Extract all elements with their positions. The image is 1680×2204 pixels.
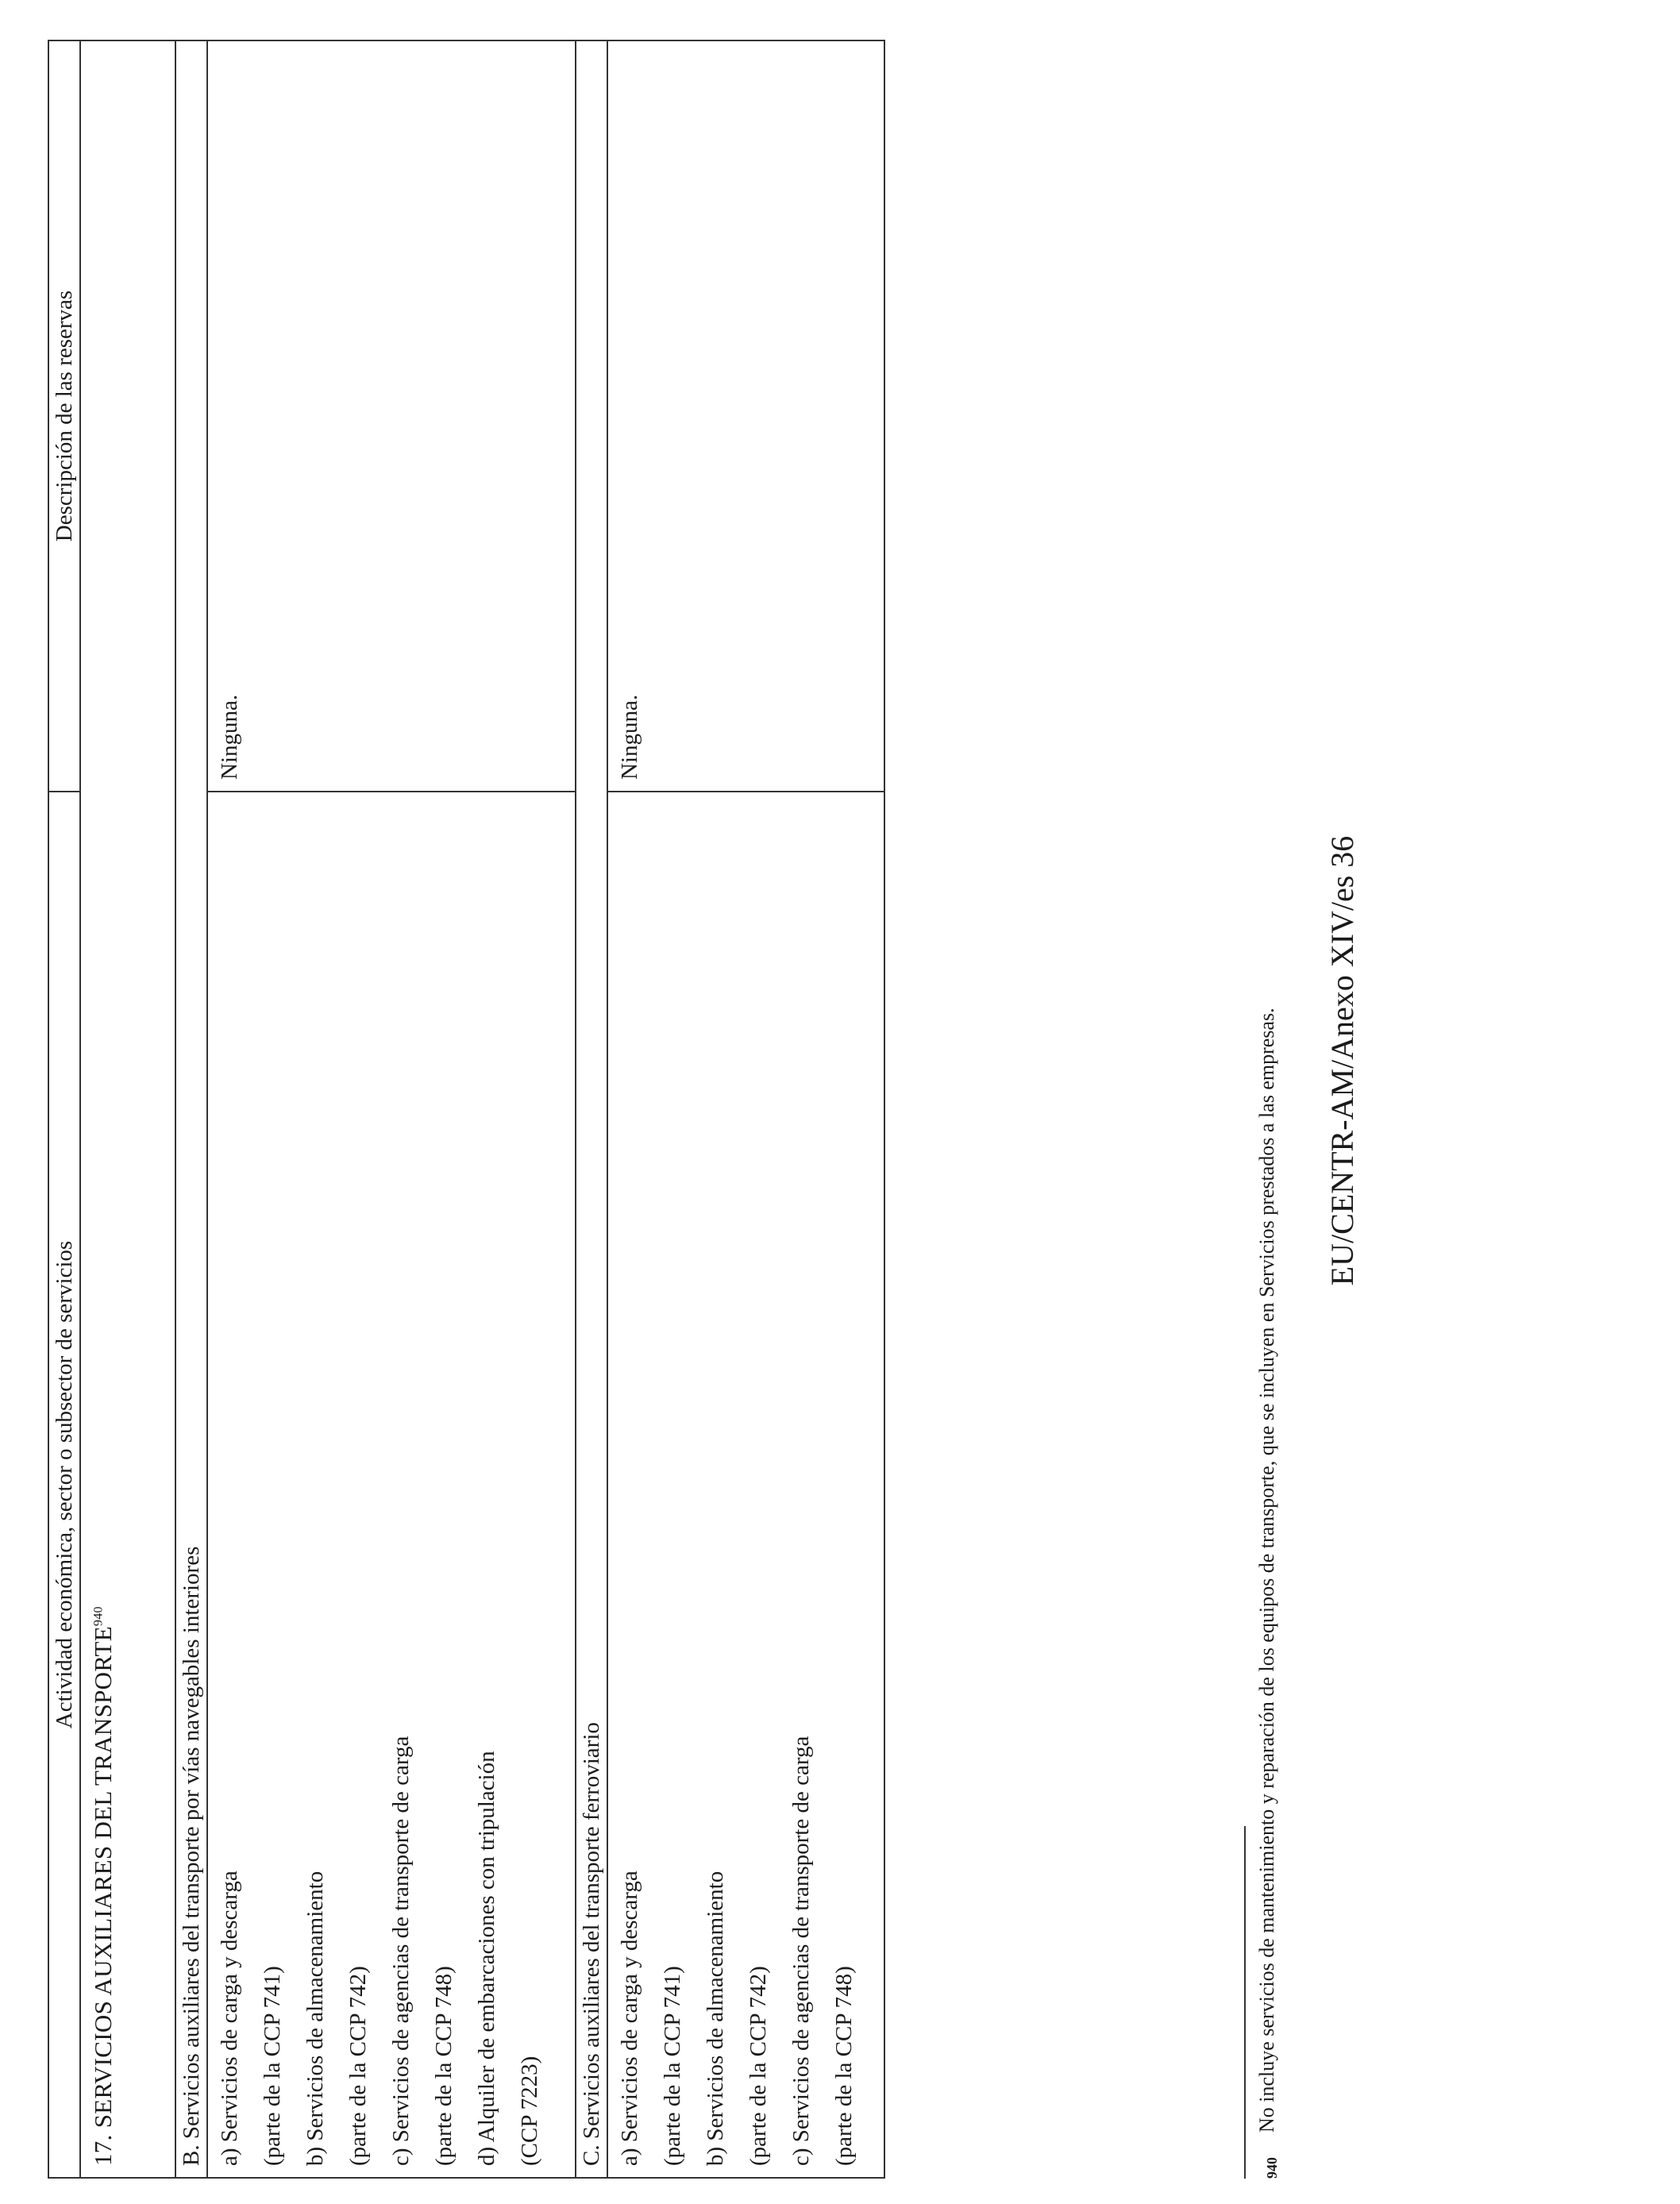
list-item: d) Alquiler de embarcaciones con tripulación bbox=[474, 1751, 499, 2166]
list-item: (parte de la CCP 748) bbox=[431, 1966, 457, 2166]
reserves-table bbox=[48, 40, 885, 2179]
sector-title bbox=[89, 1606, 117, 2166]
footnote-number: 940 bbox=[1264, 2157, 1280, 2179]
list-item: (parte de la CCP 748) bbox=[831, 1966, 857, 2166]
table-header-row bbox=[48, 40, 80, 2178]
list-item: (parte de la CCP 741) bbox=[660, 1966, 686, 2166]
subsection-c-heading: C. Servicios auxiliares del transporte ferroviario bbox=[576, 40, 607, 2178]
list-item: a) Servicios de carga y descarga bbox=[617, 1871, 643, 2166]
title-row bbox=[80, 40, 175, 2178]
header-activity: Actividad económica, sector o subsector de servicios bbox=[48, 792, 80, 2178]
footnote-text: No incluye servicios de mantenimiento y reparación de los equipos de transporte, que se incluyen en Servicios prestados a las empresas. bbox=[1255, 1008, 1278, 2133]
footnote-reference: 940 bbox=[91, 1606, 106, 1627]
list-item: c) Servicios de agencias de transporte de carga bbox=[788, 1736, 815, 2166]
list-item: (CCP 7223) bbox=[517, 2056, 542, 2166]
subsection-b-row bbox=[175, 40, 207, 2178]
reserve-text: Ninguna. bbox=[217, 694, 242, 780]
footnote-divider bbox=[1244, 1826, 1246, 2179]
title-cell bbox=[80, 40, 175, 2178]
list-item: c) Servicios de agencias de transporte de carga bbox=[388, 1736, 414, 2166]
subsection-b-items-row bbox=[207, 40, 576, 2178]
subsection-c-items-row bbox=[607, 40, 884, 2178]
subsection-b-heading: B. Servicios auxiliares del transporte por vías navegables interiores bbox=[175, 40, 207, 2178]
subsection-c-row bbox=[576, 40, 607, 2178]
sector-title-text: 17. SERVICIOS AUXILIARES DEL TRANSPORTE bbox=[89, 1626, 117, 2166]
subsection-b-items bbox=[207, 792, 576, 2178]
header-reserves: Descripción de las reservas bbox=[48, 40, 80, 792]
list-item: b) Servicios de almacenamiento bbox=[703, 1871, 729, 2166]
list-item: a) Servicios de carga y descarga bbox=[217, 1871, 242, 2166]
subsection-c-reserve bbox=[607, 40, 884, 792]
reserve-text: Ninguna. bbox=[617, 694, 643, 780]
list-item: b) Servicios de almacenamiento bbox=[302, 1871, 328, 2166]
list-item: (parte de la CCP 741) bbox=[260, 1966, 285, 2166]
subsection-c-items bbox=[607, 792, 884, 2178]
list-item: (parte de la CCP 742) bbox=[345, 1966, 371, 2166]
page-reference: EU/CENTR-AM/Anexo XIV/es 36 bbox=[1324, 835, 1360, 1286]
subsection-b-reserve bbox=[207, 40, 576, 792]
list-item: (parte de la CCP 742) bbox=[746, 1966, 772, 2166]
footnote bbox=[1254, 114, 1285, 2179]
